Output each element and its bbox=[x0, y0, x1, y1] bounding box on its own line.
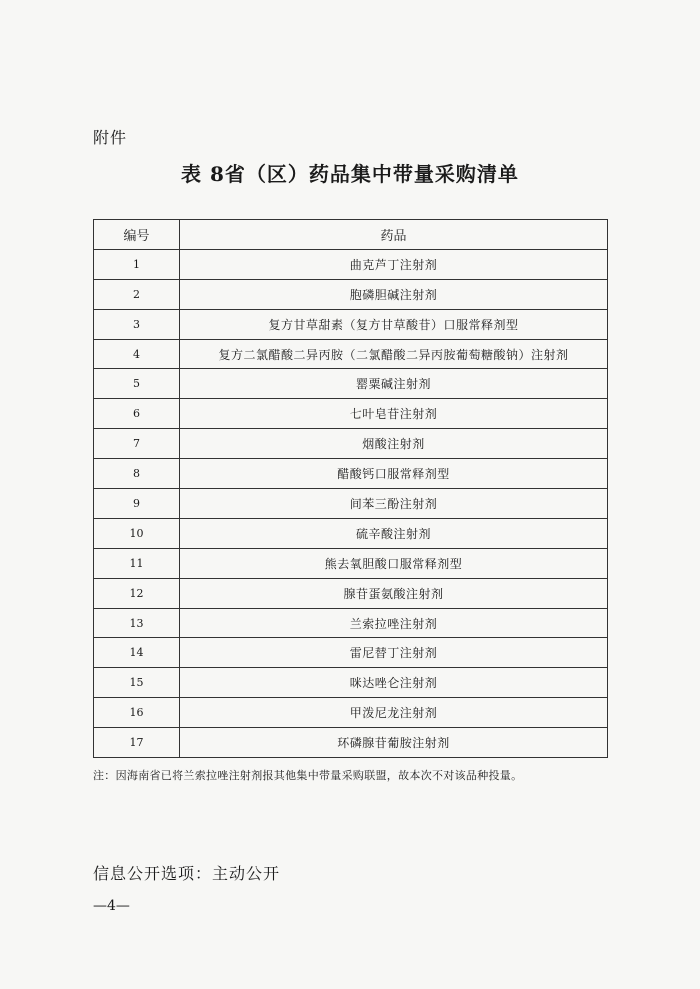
table-row bbox=[94, 489, 608, 519]
row-number: 6 bbox=[94, 399, 180, 429]
drug-name: 曲克芦丁注射剂 bbox=[180, 249, 608, 279]
table-row bbox=[94, 399, 608, 429]
table-row bbox=[94, 279, 608, 309]
drug-name: 兰索拉唑注射剂 bbox=[180, 608, 608, 638]
drug-name: 熊去氧胆酸口服常释剂型 bbox=[180, 548, 608, 578]
table-note: 注：因海南省已将兰索拉唑注射剂报其他集中带量采购联盟，故本次不对该品种投量。 bbox=[93, 769, 523, 782]
drug-name: 间苯三酚注射剂 bbox=[180, 489, 608, 519]
drug-name: 复方甘草甜素（复方甘草酸苷）口服常释剂型 bbox=[180, 309, 608, 339]
drug-name: 腺苷蛋氨酸注射剂 bbox=[180, 578, 608, 608]
drug-name: 胞磷胆碱注射剂 bbox=[180, 279, 608, 309]
row-number: 4 bbox=[94, 339, 180, 369]
drug-name: 醋酸钙口服常释剂型 bbox=[180, 459, 608, 489]
table-row bbox=[94, 728, 608, 758]
table-row bbox=[94, 578, 608, 608]
row-number: 14 bbox=[94, 638, 180, 668]
table-row bbox=[94, 369, 608, 399]
table-body bbox=[94, 249, 608, 757]
table-row bbox=[94, 459, 608, 489]
drug-name: 雷尼替丁注射剂 bbox=[180, 638, 608, 668]
row-number: 16 bbox=[94, 698, 180, 728]
table-row bbox=[94, 518, 608, 548]
row-number: 8 bbox=[94, 459, 180, 489]
row-number: 5 bbox=[94, 369, 180, 399]
header-number: 编号 bbox=[94, 220, 180, 250]
drug-name: 烟酸注射剂 bbox=[180, 429, 608, 459]
table-row bbox=[94, 548, 608, 578]
table-row bbox=[94, 668, 608, 698]
drug-list-table bbox=[93, 219, 608, 758]
header-drug: 药品 bbox=[180, 220, 608, 250]
drug-name: 七叶皂苷注射剂 bbox=[180, 399, 608, 429]
row-number: 1 bbox=[94, 249, 180, 279]
page-title: 表 8省（区）药品集中带量采购清单 bbox=[181, 162, 519, 186]
drug-name: 甲泼尼龙注射剂 bbox=[180, 698, 608, 728]
table-header-row bbox=[94, 220, 608, 250]
row-number: 15 bbox=[94, 668, 180, 698]
table-row bbox=[94, 429, 608, 459]
table-row bbox=[94, 249, 608, 279]
drug-name: 咪达唑仑注射剂 bbox=[180, 668, 608, 698]
drug-name: 环磷腺苷葡胺注射剂 bbox=[180, 728, 608, 758]
disclosure-option: 信息公开选项：主动公开 bbox=[93, 864, 281, 883]
table-row bbox=[94, 608, 608, 638]
row-number: 17 bbox=[94, 728, 180, 758]
drug-name: 硫辛酸注射剂 bbox=[180, 518, 608, 548]
attachment-label: 附件 bbox=[93, 128, 128, 147]
drug-name: 罂粟碱注射剂 bbox=[180, 369, 608, 399]
row-number: 12 bbox=[94, 578, 180, 608]
table-row bbox=[94, 698, 608, 728]
row-number: 13 bbox=[94, 608, 180, 638]
row-number: 3 bbox=[94, 309, 180, 339]
table-row bbox=[94, 339, 608, 369]
table-row bbox=[94, 638, 608, 668]
row-number: 2 bbox=[94, 279, 180, 309]
row-number: 11 bbox=[94, 548, 180, 578]
row-number: 7 bbox=[94, 429, 180, 459]
row-number: 10 bbox=[94, 518, 180, 548]
drug-name: 复方二氯醋酸二异丙胺（二氯醋酸二异丙胺葡萄糖酸钠）注射剂 bbox=[180, 339, 608, 369]
row-number: 9 bbox=[94, 489, 180, 519]
table-row bbox=[94, 309, 608, 339]
page-number: —4— bbox=[93, 898, 130, 914]
